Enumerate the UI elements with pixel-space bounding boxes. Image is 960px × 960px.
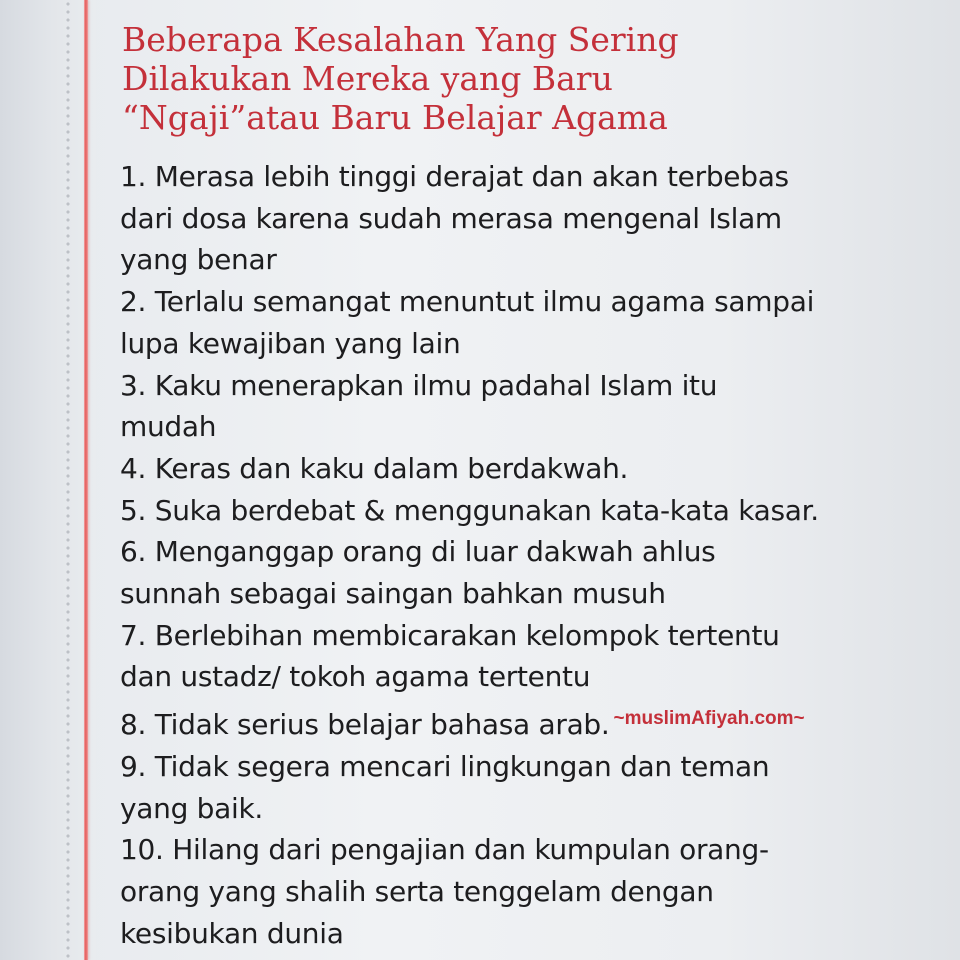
list-item-line: kesibukan dunia	[120, 916, 344, 950]
list-item-8	[120, 698, 940, 746]
title-line: Beberapa Kesalahan Yang Sering	[122, 20, 679, 59]
list-item-line: yang baik.	[120, 791, 263, 825]
list-item-10	[120, 829, 940, 954]
title-line: Dilakukan Mereka yang Baru	[122, 59, 613, 98]
list-item-line-with-watermark	[120, 698, 940, 746]
list-item-line: 5. Suka berdebat & menggunakan kata-kata kasar.	[120, 493, 819, 527]
list-item-line: 10. Hilang dari pengajian dan kumpulan orang-	[120, 833, 769, 867]
list-item-line: 7. Berlebihan membicarakan kelompok tertentu	[120, 618, 780, 652]
list-item-6	[120, 531, 940, 614]
watermark-text: ~muslimAfiyah.com~	[613, 708, 805, 730]
list-item-line: lupa kewajiban yang lain	[120, 326, 461, 360]
list-item-line: yang benar	[120, 243, 277, 277]
page-title	[122, 20, 922, 137]
list-item-line: 1. Merasa lebih tinggi derajat dan akan terbebas	[120, 160, 789, 193]
list-item-line: dari dosa karena sudah merasa mengenal Islam	[120, 201, 782, 235]
list-item-2	[120, 281, 940, 364]
perforation-holes	[64, 0, 72, 960]
list-item-9	[120, 746, 940, 829]
list-item-7	[120, 615, 940, 698]
list-item-line: 4. Keras dan kaku dalam berdakwah.	[120, 451, 629, 485]
red-margin-line	[84, 0, 88, 960]
list-item-line: orang yang shalih serta tenggelam dengan	[120, 874, 714, 908]
list-item-5	[120, 490, 940, 532]
list-item-line: mudah	[120, 410, 217, 444]
paper-edge	[0, 0, 96, 960]
list-item-line: sunnah sebagai saingan bahkan musuh	[120, 577, 666, 611]
list-item-4	[120, 448, 940, 490]
list-item-line: 9. Tidak segera mencari lingkungan dan teman	[120, 749, 770, 783]
list-item-line: dan ustadz/ tokoh agama tertentu	[120, 660, 591, 694]
list-item-3	[120, 365, 940, 448]
list-item-line: 3. Kaku menerapkan ilmu padahal Islam itu	[120, 368, 718, 402]
mistakes-list	[120, 156, 940, 954]
notebook-binding	[0, 0, 96, 960]
list-item-line: 2. Terlalu semangat menuntut ilmu agama sampai	[120, 285, 815, 319]
list-item-1	[120, 156, 940, 281]
title-line: “Ngaji”atau Baru Belajar Agama	[122, 98, 668, 137]
list-item-text: 8. Tidak serius belajar bahasa arab.	[120, 708, 610, 742]
list-item-line: 6. Menganggap orang di luar dakwah ahlus	[120, 535, 716, 569]
